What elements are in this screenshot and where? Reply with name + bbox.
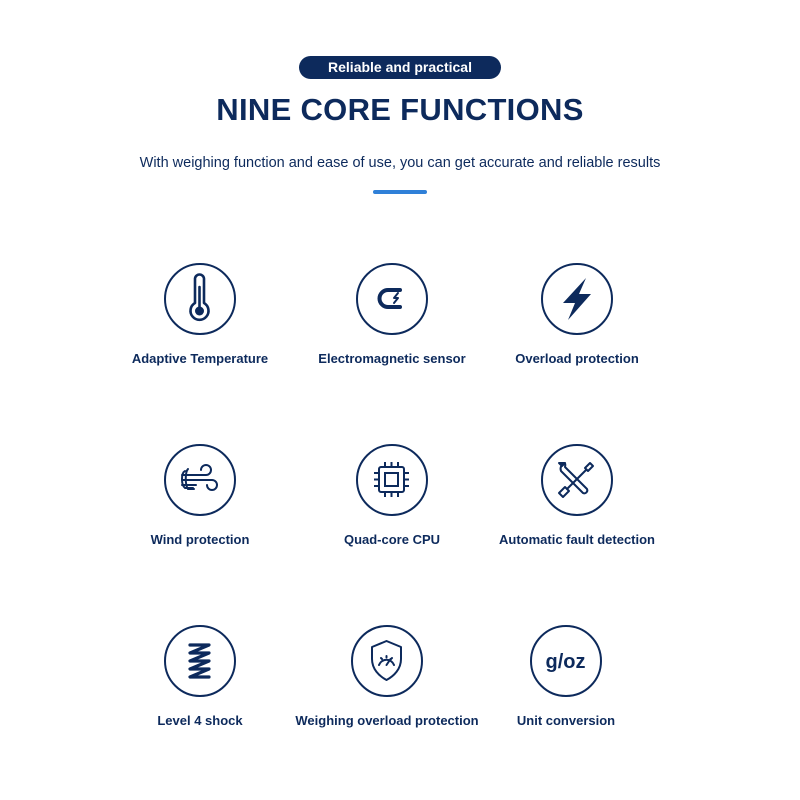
cpu-chip-icon (356, 444, 428, 516)
feature-label: Overload protection (515, 351, 639, 366)
page-subtitle: With weighing function and ease of use, you can get accurate and reliable results (139, 155, 661, 171)
feature-label: Adaptive Temperature (131, 351, 269, 366)
wind-icon (164, 444, 236, 516)
section-badge: Reliable and practical (299, 56, 501, 79)
feature-label: Weighing overload protection (295, 713, 479, 728)
shield-gauge-icon (351, 625, 423, 697)
feature-label: Automatic fault detection (498, 532, 655, 547)
feature-label: Level 4 shock (157, 713, 243, 728)
page-title: NINE CORE FUNCTIONS (216, 92, 584, 127)
electromagnet-icon (356, 263, 428, 335)
spring-icon (164, 625, 236, 697)
title-divider (373, 190, 427, 194)
feature-label: Unit conversion (516, 713, 616, 728)
feature-label: Quad-core CPU (343, 532, 441, 547)
wrench-screwdriver-icon (541, 444, 613, 516)
thermometer-icon (164, 263, 236, 335)
lightning-bolt-icon (541, 263, 613, 335)
feature-label: Electromagnetic sensor (318, 351, 466, 366)
unit-icon-text: g/oz (545, 651, 586, 673)
unit-text-icon (530, 625, 602, 697)
feature-label: Wind protection (150, 532, 250, 547)
